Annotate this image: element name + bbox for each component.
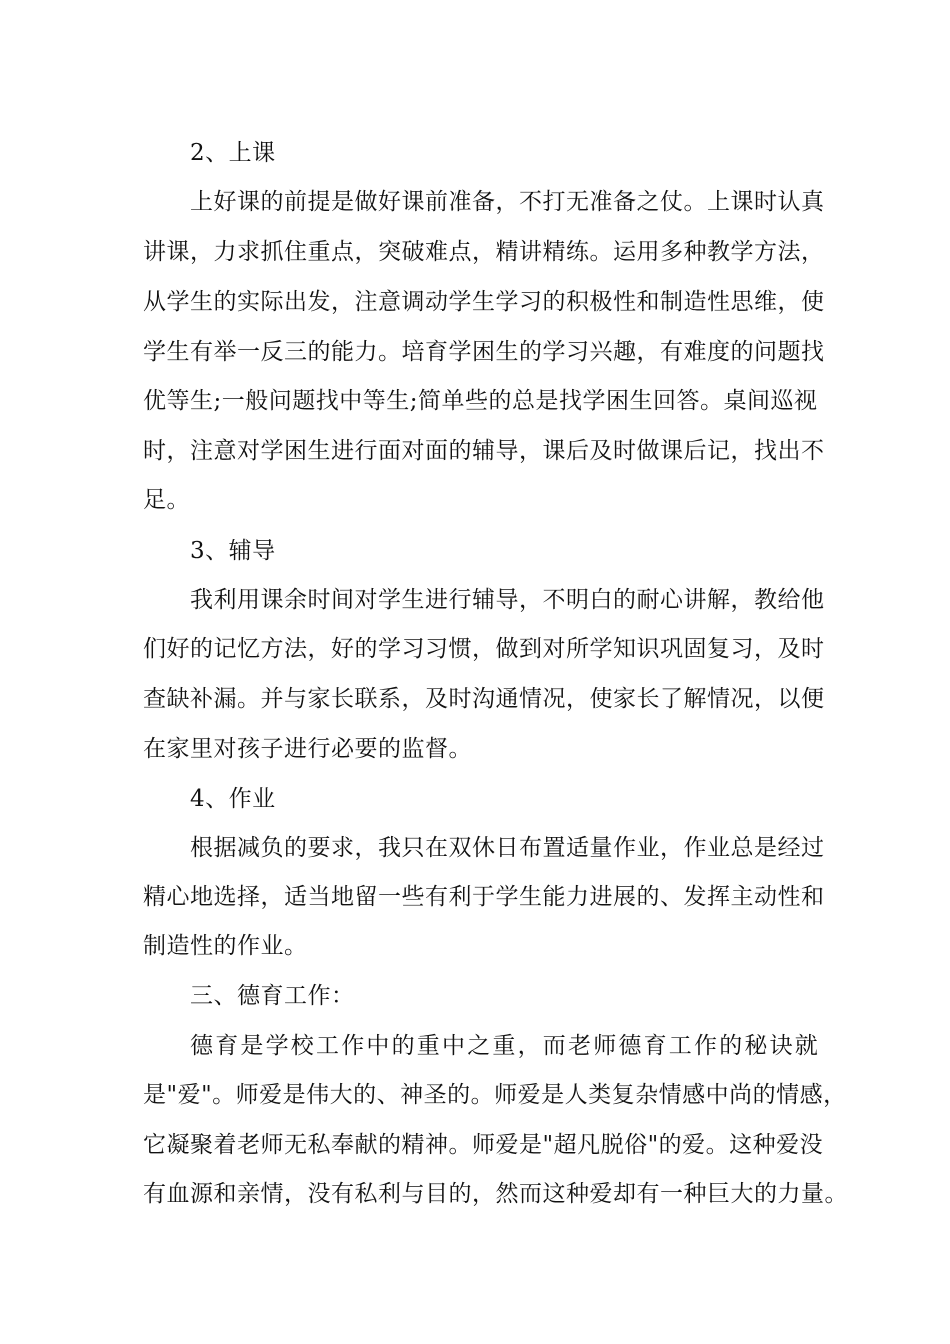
paragraph-line: 精心地选择，适当地留一些有利于学生能力进展的、发挥主动性和 [143,884,825,910]
paragraph-line: 学生有举一反三的能力。培育学困生的学习兴趣，有难度的问题找 [143,339,825,365]
paragraph-line: 我利用课余时间对学生进行辅导，不明白的耐心讲解，教给他 [190,587,825,613]
paragraph-line: 制造性的作业。 [143,933,308,959]
paragraph-line: 它凝聚着老师无私奉献的精神。师爱是"超凡脱俗"的爱。这种爱没 [143,1132,824,1158]
paragraph-line: 是"爱"。师爱是伟大的、神圣的。师爱是人类复杂情感中尚的情感， [143,1082,847,1108]
paragraph-line: 查缺补漏。并与家长联系，及时沟通情况，使家长了解情况，以便 [143,686,825,712]
section-heading-moral-education: 三、德育工作： [190,983,355,1009]
paragraph-line: 时，注意对学困生进行面对面的辅导，课后及时做课后记，找出不 [143,438,825,464]
paragraph-line: 在家里对孩子进行必要的监督。 [143,736,472,762]
section-heading-4: 4、作业 [190,786,276,812]
paragraph-line: 优等生;一般问题找中等生;简单些的总是找学困生回答。桌间巡视 [143,388,818,414]
section-heading-3: 3、辅导 [190,538,276,564]
paragraph-line: 根据减负的要求，我只在双休日布置适量作业，作业总是经过 [190,835,825,861]
paragraph-line: 们好的记忆方法，好的学习习惯，做到对所学知识巩固复习，及时 [143,636,825,662]
paragraph-line: 德育是学校工作中的重中之重，而老师德育工作的秘诀就 [190,1033,820,1059]
paragraph-line: 有血源和亲情，没有私利与目的，然而这种爱却有一种巨大的力量。 [143,1181,848,1207]
paragraph-line: 上好课的前提是做好课前准备，不打无准备之仗。上课时认真 [190,189,825,215]
section-heading-2: 2、上课 [190,140,276,166]
paragraph-line: 从学生的实际出发，注意调动学生学习的积极性和制造性思维，使 [143,289,825,315]
paragraph-line: 讲课，力求抓住重点，突破难点，精讲精练。运用多种教学方法， [143,239,825,265]
paragraph-line: 足。 [143,487,190,513]
